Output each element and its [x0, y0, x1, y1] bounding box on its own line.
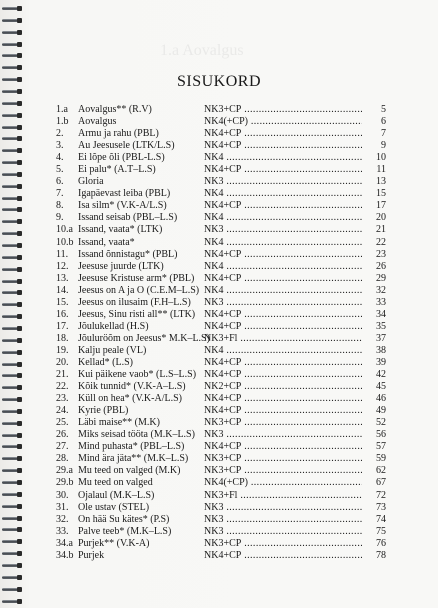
toc-entry[interactable]: [56, 538, 386, 550]
toc-entry-scoring: NK4 .....: [204, 188, 369, 200]
toc-entry-scoring: NK4(+CP) .....: [204, 116, 369, 128]
toc-entry-number: 30.: [56, 489, 69, 501]
spiral-ring: [2, 563, 24, 569]
spiral-ring: [2, 385, 24, 391]
toc-entry[interactable]: [56, 188, 386, 200]
spiral-ring: [2, 113, 24, 119]
toc-entry-scoring: NK4+CP .....: [204, 200, 369, 212]
toc-entry-title: Kalju peale (VL): [78, 344, 147, 356]
toc-entry-scoring: NK3+CP .....: [204, 417, 369, 429]
toc-entry-page: 37: [362, 333, 386, 345]
spiral-ring: [2, 302, 24, 308]
spiral-ring: [2, 480, 24, 486]
toc-entry-page: 7: [362, 128, 386, 140]
toc-entry-scoring: NK3 .....: [204, 176, 369, 188]
toc-entry-number: 10.b: [56, 236, 74, 248]
toc-entry-page: 38: [362, 345, 386, 357]
spiral-ring: [2, 397, 24, 403]
spiral-ring: [2, 492, 24, 498]
toc-entry-page: 26: [362, 261, 386, 273]
toc-entry[interactable]: [56, 490, 386, 502]
toc-entry-number: 33.: [56, 525, 69, 537]
toc-entry-number: 28.: [56, 453, 69, 465]
spiral-ring: [2, 101, 24, 107]
toc-entry-title: Jeesuse juurde (LTK): [78, 260, 164, 272]
toc-entry-page: 11: [362, 164, 386, 176]
toc-entry-page: 76: [362, 538, 386, 550]
toc-entry-page: 62: [362, 465, 386, 477]
toc-entry-number: 14.: [56, 284, 69, 296]
toc-entry-scoring: NK4+CP .....: [204, 128, 369, 140]
spiral-ring: [2, 65, 24, 71]
spiral-ring: [2, 30, 24, 36]
toc-entry[interactable]: [56, 550, 386, 562]
toc-entry-number: 17.: [56, 320, 69, 332]
toc-entry-title: Kellad* (L.S): [78, 356, 133, 368]
toc-entry-title: Mind ära jäta** (M.K–L.S): [78, 453, 189, 465]
toc-entry-number: 9.: [56, 212, 64, 224]
spiral-ring: [2, 504, 24, 510]
toc-entry-page: 67: [362, 477, 386, 489]
toc-entry[interactable]: [56, 514, 386, 526]
toc-entry-title: Mu teed on valged (M.K): [78, 465, 181, 477]
toc-entry-number: 6.: [56, 176, 64, 188]
toc-entry-scoring: NK4 .....: [204, 261, 369, 273]
toc-entry-page: 46: [362, 393, 386, 405]
spiral-ring: [2, 219, 24, 225]
toc-entry-number: 26.: [56, 429, 69, 441]
toc-entry-number: 2.: [56, 128, 64, 140]
toc-entry-number: 25.: [56, 417, 69, 429]
spiral-ring: [2, 53, 24, 59]
toc-entry-title: Kyrie (PBL): [78, 405, 129, 417]
toc-entry-number: 34.b: [56, 549, 74, 561]
toc-entry-scoring: NK2+CP .....: [204, 381, 369, 393]
toc-entry[interactable]: [56, 285, 386, 297]
toc-entry-title: Läbi maise** (M.K): [78, 417, 160, 429]
toc-entry-number: 3.: [56, 140, 64, 152]
toc-entry-page: 21: [362, 224, 386, 236]
toc-entry-number: 15.: [56, 296, 69, 308]
toc-entry[interactable]: [56, 273, 386, 285]
spiral-ring: [2, 196, 24, 202]
toc-entry-scoring: NK4(+CP) .....: [204, 477, 369, 489]
toc-entry-scoring: NK4+CP .....: [204, 249, 369, 261]
spiral-ring: [2, 136, 24, 142]
spiral-ring: [2, 433, 24, 439]
toc-entry[interactable]: [56, 345, 386, 357]
toc-entry[interactable]: [56, 417, 386, 429]
toc-entry-title: Ole ustav (STEL): [78, 501, 150, 513]
toc-entry-page: 56: [362, 429, 386, 441]
spiral-ring: [2, 350, 24, 356]
toc-entry-title: Armu ja rahu (PBL): [78, 128, 159, 140]
toc-entry-page: 57: [362, 441, 386, 453]
toc-entry-title: Jeesus, Sinu risti all** (LTK): [78, 308, 196, 320]
toc-entry-number: 18.: [56, 332, 69, 344]
toc-entry-scoring: NK3 .....: [204, 514, 369, 526]
toc-entry-title: Purjek: [78, 549, 105, 561]
toc-entry[interactable]: [56, 309, 386, 321]
toc-entry-title: Ei lõpe õli (PBL-L.S): [78, 152, 165, 164]
toc-entry-number: 4.: [56, 152, 64, 164]
toc-entry-scoring: NK4+CP .....: [204, 393, 369, 405]
toc-entry-scoring: NK4+CP .....: [204, 441, 369, 453]
toc-entry-number: 1.a: [56, 104, 68, 115]
toc-entry[interactable]: [56, 369, 386, 381]
toc-entry-scoring: NK4 .....: [204, 152, 369, 164]
toc-entry-page: 32: [362, 285, 386, 297]
spiral-ring: [2, 326, 24, 332]
toc-entry[interactable]: [56, 261, 386, 273]
toc-entry-scoring: NK4+CP .....: [204, 357, 369, 369]
toc-entry-scoring: NK4+CP .....: [204, 140, 369, 152]
toc-entry[interactable]: [56, 104, 386, 116]
toc-entry[interactable]: [56, 441, 386, 453]
toc-entry-scoring: NK4+CP .....: [204, 164, 369, 176]
toc-entry-scoring: NK3+Fl .....: [204, 490, 369, 502]
toc-entry[interactable]: [56, 152, 386, 164]
toc-entry-page: 45: [362, 381, 386, 393]
toc-entry-title: Isa silm* (V.K-A/L.S): [78, 200, 167, 212]
toc-entry-title: Mu teed on valged: [78, 477, 153, 489]
toc-entry-page: 34: [362, 309, 386, 321]
toc-entry-scoring: NK3 .....: [204, 502, 369, 514]
spiral-ring: [2, 125, 24, 131]
toc-entry-number: 10.a: [56, 224, 73, 236]
toc-entry[interactable]: [56, 237, 386, 249]
toc-entry-scoring: NK4 .....: [204, 237, 369, 249]
toc-entry-scoring: NK4 .....: [204, 285, 369, 297]
toc-entry-scoring: NK3 .....: [204, 224, 369, 236]
toc-entry-title: Mind puhasta* (PBL–L.S): [78, 441, 185, 453]
toc-entry-scoring: NK3 .....: [204, 429, 369, 441]
spiral-ring: [2, 18, 24, 24]
spiral-ring: [2, 362, 24, 368]
toc-entry-page: 39: [362, 357, 386, 369]
toc-entry-scoring: NK3+CP .....: [204, 104, 369, 116]
toc-entry-title: Aovalgus** (R.V): [78, 104, 152, 115]
spiral-ring: [2, 279, 24, 285]
toc-entry-number: 5.: [56, 164, 64, 176]
toc-entry[interactable]: [56, 321, 386, 333]
toc-entry-scoring: NK3+Fl .....: [204, 333, 369, 345]
toc-entry-page: 75: [362, 526, 386, 538]
toc-entry-title: Jeesus on ilusaim (F.H–L.S): [78, 296, 191, 308]
toc-entry-page: 6: [362, 116, 386, 128]
toc-entry-title: Issand, vaata* (LTK): [78, 224, 163, 236]
toc-entry-number: 32.: [56, 513, 69, 525]
spiral-ring: [2, 148, 24, 154]
toc-entry-title: Jeesuse Kristuse arm* (PBL): [78, 272, 195, 284]
toc-entry-page: 49: [362, 405, 386, 417]
toc-entry-page: 42: [362, 369, 386, 381]
toc-entry-page: 23: [362, 249, 386, 261]
spiral-ring: [2, 184, 24, 190]
toc-entry-title: Ojalaul (M.K–L.S): [78, 489, 155, 501]
toc-entry-scoring: NK3 .....: [204, 526, 369, 538]
toc-entry-title: Issand seisab (PBL–L.S): [78, 212, 178, 224]
toc-entry-title: On hää Su kätes* (P.S): [78, 513, 170, 525]
toc-entry-number: 34.a: [56, 537, 73, 549]
toc-entry-title: Aovalgus: [78, 116, 117, 128]
toc-entry-title: Purjek** (V.K-A): [78, 537, 150, 549]
toc-entry-scoring: NK4+CP .....: [204, 309, 369, 321]
toc-entry-page: 78: [362, 550, 386, 562]
toc-entry-scoring: NK4 .....: [204, 345, 369, 357]
page-title: SISUKORD: [176, 73, 261, 90]
toc-entry-page: 20: [362, 212, 386, 224]
toc-entry-page: 59: [362, 453, 386, 465]
spiral-ring: [2, 338, 24, 344]
toc-entry-number: 23.: [56, 393, 69, 405]
toc-entry-scoring: NK3 .....: [204, 297, 369, 309]
toc-entry-title: Gloria: [78, 176, 104, 188]
toc-entry-number: 8.: [56, 200, 64, 212]
toc-entry[interactable]: [56, 164, 386, 176]
toc-entry-title: Au Jeesusele (LTK/L.S): [78, 140, 175, 152]
spiral-binding: [0, 0, 26, 608]
toc-entry[interactable]: [56, 405, 386, 417]
spiral-ring: [2, 599, 24, 605]
spiral-ring: [2, 516, 24, 522]
toc-entry-scoring: NK4+CP .....: [204, 273, 369, 285]
toc-entry[interactable]: [56, 212, 386, 224]
bleed-through-text: 1.a Aovalgus: [160, 42, 244, 59]
toc-entry[interactable]: [56, 333, 386, 345]
toc-entry[interactable]: [56, 176, 386, 188]
toc-entry-page: 17: [362, 200, 386, 212]
spiral-ring: [2, 373, 24, 379]
spiral-ring: [2, 6, 24, 12]
toc-entry[interactable]: [56, 128, 386, 140]
toc-entry-scoring: NK3+CP .....: [204, 538, 369, 550]
toc-entry-number: 27.: [56, 441, 69, 453]
toc-entry-title: Kui päikene vaob* (L.S–L.S): [78, 369, 197, 381]
toc-entry-page: 52: [362, 417, 386, 429]
toc-entry-page: 72: [362, 490, 386, 502]
toc-entry-title: Jeesus on A ja O (C.E.M–L.S): [78, 284, 200, 296]
toc-entry-page: 5: [362, 104, 386, 116]
spiral-ring: [2, 421, 24, 427]
toc-entry[interactable]: [56, 465, 386, 477]
toc-entry-page: 22: [362, 237, 386, 249]
spiral-ring: [2, 539, 24, 545]
toc-entry-title: Küll on hea* (V.K-A/L.S): [78, 393, 182, 405]
toc-entry[interactable]: [56, 357, 386, 369]
spiral-ring: [2, 172, 24, 178]
toc-entry[interactable]: [56, 224, 386, 236]
toc-entry[interactable]: [56, 200, 386, 212]
toc-entry-page: 33: [362, 297, 386, 309]
toc-entry-number: 29.b: [56, 477, 74, 489]
toc-entry-title: Igapäevast leiba (PBL): [78, 188, 171, 200]
toc-entry[interactable]: [56, 393, 386, 405]
toc-entry-number: 16.: [56, 308, 69, 320]
spiral-ring: [2, 314, 24, 320]
spiral-ring: [2, 587, 24, 593]
toc-entry-title: Palve teeb* (M.K–L.S): [78, 525, 172, 537]
toc-entry-number: 29.a: [56, 465, 73, 477]
toc-entry-title: Ei palu* (A.T–L.S): [78, 164, 156, 176]
spiral-ring: [2, 527, 24, 533]
spiral-ring: [2, 231, 24, 237]
toc-entry[interactable]: [56, 140, 386, 152]
spiral-ring: [2, 42, 24, 48]
toc-entry[interactable]: [56, 477, 386, 489]
toc-entry[interactable]: [56, 429, 386, 441]
toc-entry-number: 7.: [56, 188, 64, 200]
toc-entry-title: Jõulukellad (H.S): [78, 320, 149, 332]
toc-entry-page: 29: [362, 273, 386, 285]
toc-entry[interactable]: [56, 453, 386, 465]
toc-entry[interactable]: [56, 249, 386, 261]
toc-entry-title: Jõuluröõm on Jeesus* M.K–L.S): [78, 332, 210, 344]
toc-entry-page: 9: [362, 140, 386, 152]
toc-entry[interactable]: [56, 297, 386, 309]
toc-entry-number: 19.: [56, 344, 69, 356]
toc-entry-number: 12.: [56, 260, 69, 272]
toc-entry-scoring: NK4+CP .....: [204, 405, 369, 417]
spiral-ring: [2, 267, 24, 273]
toc-entry-page: 13: [362, 176, 386, 188]
spiral-ring: [2, 160, 24, 166]
toc-entry-scoring: NK4+CP .....: [204, 321, 369, 333]
table-of-contents: [56, 104, 386, 562]
spiral-ring: [2, 575, 24, 581]
toc-entry-page: 15: [362, 188, 386, 200]
toc-entry-number: 31.: [56, 501, 69, 513]
toc-entry-scoring: NK3+CP .....: [204, 453, 369, 465]
toc-entry-number: 1.b: [56, 116, 69, 128]
toc-entry[interactable]: [56, 502, 386, 514]
toc-entry-scoring: NK4+CP .....: [204, 369, 369, 381]
toc-entry-number: 20.: [56, 356, 69, 368]
toc-entry-number: 24.: [56, 405, 69, 417]
spiral-ring: [2, 255, 24, 261]
spiral-ring: [2, 456, 24, 462]
toc-entry-number: 21.: [56, 369, 69, 381]
toc-entry-number: 13.: [56, 272, 69, 284]
toc-entry-title: Kõik tunnid* (V.K-A–L.S): [78, 381, 186, 393]
toc-entry[interactable]: [56, 526, 386, 538]
toc-entry-number: 22.: [56, 381, 69, 393]
toc-entry-page: 10: [362, 152, 386, 164]
toc-entry-page: 74: [362, 514, 386, 526]
toc-entry-title: Issand, vaata*: [78, 236, 135, 248]
toc-entry-scoring: NK3+CP .....: [204, 465, 369, 477]
toc-entry-page: 73: [362, 502, 386, 514]
toc-entry[interactable]: [56, 116, 386, 128]
toc-entry-scoring: NK4+CP .....: [204, 550, 369, 562]
spiral-ring: [2, 551, 24, 557]
toc-entry[interactable]: [56, 381, 386, 393]
spiral-ring: [2, 444, 24, 450]
spiral-ring: [2, 468, 24, 474]
spiral-ring: [2, 243, 24, 249]
toc-entry-title: Miks seisad tööta (M.K–L.S): [78, 429, 195, 441]
toc-entry-scoring: NK4 .....: [204, 212, 369, 224]
toc-entry-number: 11.: [56, 248, 69, 260]
spiral-ring: [2, 290, 24, 296]
toc-entry-title: Issand õnnistagu* (PBL): [78, 248, 178, 260]
spiral-ring: [2, 409, 24, 415]
toc-entry-page: 35: [362, 321, 386, 333]
spiral-ring: [2, 207, 24, 213]
